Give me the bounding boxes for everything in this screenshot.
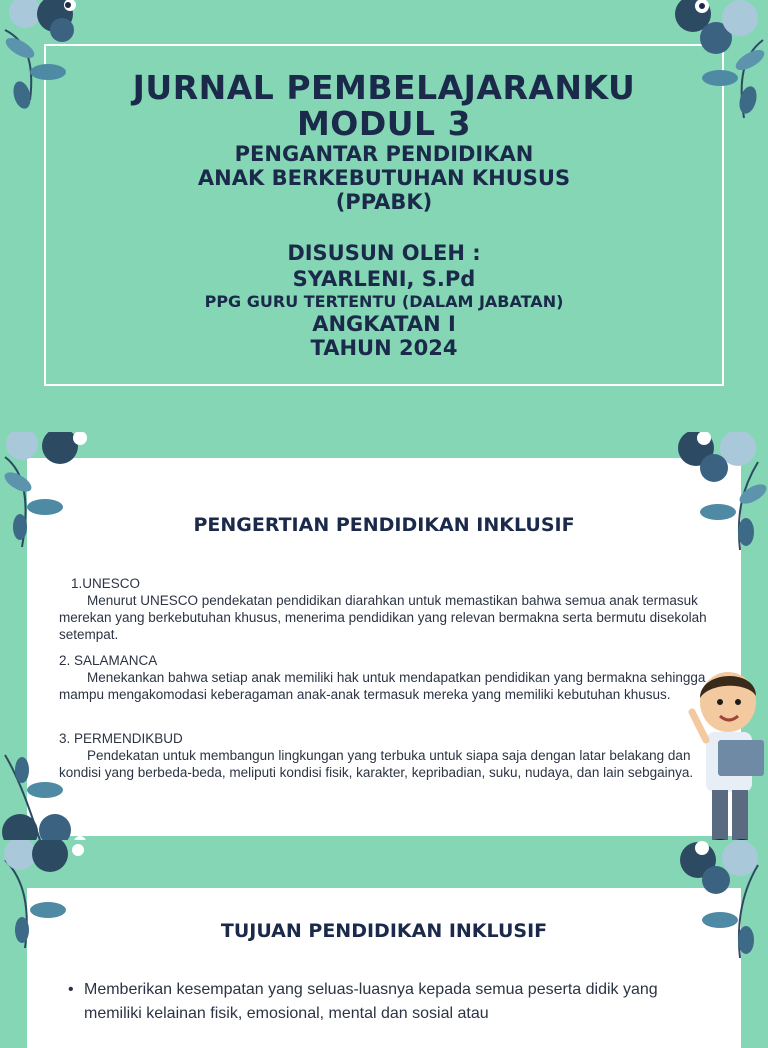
definition-slide bbox=[0, 432, 768, 838]
cover-by-label: DISUSUN OLEH : bbox=[287, 241, 481, 265]
floral-corner-icon bbox=[0, 432, 110, 552]
definition-title: PENGERTIAN PENDIDIKAN INKLUSIF bbox=[193, 514, 575, 536]
cover-title-line1: JURNAL PEMBELAJARANKU bbox=[132, 68, 636, 107]
cover-cohort: ANGKATAN I bbox=[312, 312, 456, 336]
cover-subtitle-line2: ANAK BERKEBUTUHAN KHUSUS bbox=[197, 166, 571, 190]
definition-item bbox=[59, 652, 709, 703]
cover-title-line2: MODUL 3 bbox=[296, 104, 472, 143]
cover-subtitle-line3: (PPABK) bbox=[335, 190, 433, 214]
definition-item-body: Menekankan bahwa setiap anak memiliki hak untuk mendapatkan pendidikan yang bermakna sehingga mampu mengakomodasi keberagaman anak-anak termasuk mereka yang memiliki kebutuhan khusus. bbox=[59, 670, 706, 702]
floral-corner-icon bbox=[0, 840, 110, 950]
goals-title: TUJUAN PENDIDIKAN INKLUSIF bbox=[220, 920, 548, 942]
definition-item bbox=[59, 730, 709, 781]
definition-item-head: 1.UNESCO bbox=[71, 576, 141, 591]
floral-corner-icon bbox=[658, 432, 768, 552]
cover-program: PPG GURU TERTENTU (DALAM JABATAN) bbox=[204, 292, 564, 311]
definition-item bbox=[59, 592, 709, 643]
definition-card bbox=[27, 458, 741, 836]
definition-item-head: 2. SALAMANCA bbox=[59, 653, 158, 668]
cover-slide bbox=[0, 0, 768, 430]
cover-title-block bbox=[44, 70, 724, 360]
goals-list bbox=[68, 978, 668, 1026]
cover-author: SYARLENI, S.Pd bbox=[292, 267, 476, 291]
definition-item-head: 3. PERMENDIKBUD bbox=[59, 731, 183, 746]
list-item: • Memberikan kesempatan yang seluas-luasnya kepada semua peserta didik yang memiliki kelainan fisik, emosional, mental dan sosial atau bbox=[68, 978, 668, 1026]
definition-item bbox=[71, 575, 721, 592]
floral-corner-icon bbox=[658, 840, 768, 960]
boy-reading-illustration bbox=[688, 660, 768, 860]
cover-year: TAHUN 2024 bbox=[310, 336, 458, 360]
goals-slide bbox=[0, 840, 768, 1024]
cover-subtitle-line1: PENGANTAR PENDIDIKAN bbox=[234, 142, 534, 166]
definition-item-body: Pendekatan untuk membangun lingkungan yang terbuka untuk siapa saja dengan latar belakang dan kondisi yang berbeda-beda, meliputi kondisi fisik, karakter, kepribadian, suku, nudaya, dan lain sebgainya. bbox=[59, 748, 694, 780]
definition-item-body: Menurut UNESCO pendekatan pendidikan diarahkan untuk memastikan bahwa semua anak termasuk merekan yang berkebutuhan khusus, menerima pendidikan yang relevan bermakna serta bermutu disekolah setempat. bbox=[59, 593, 707, 642]
